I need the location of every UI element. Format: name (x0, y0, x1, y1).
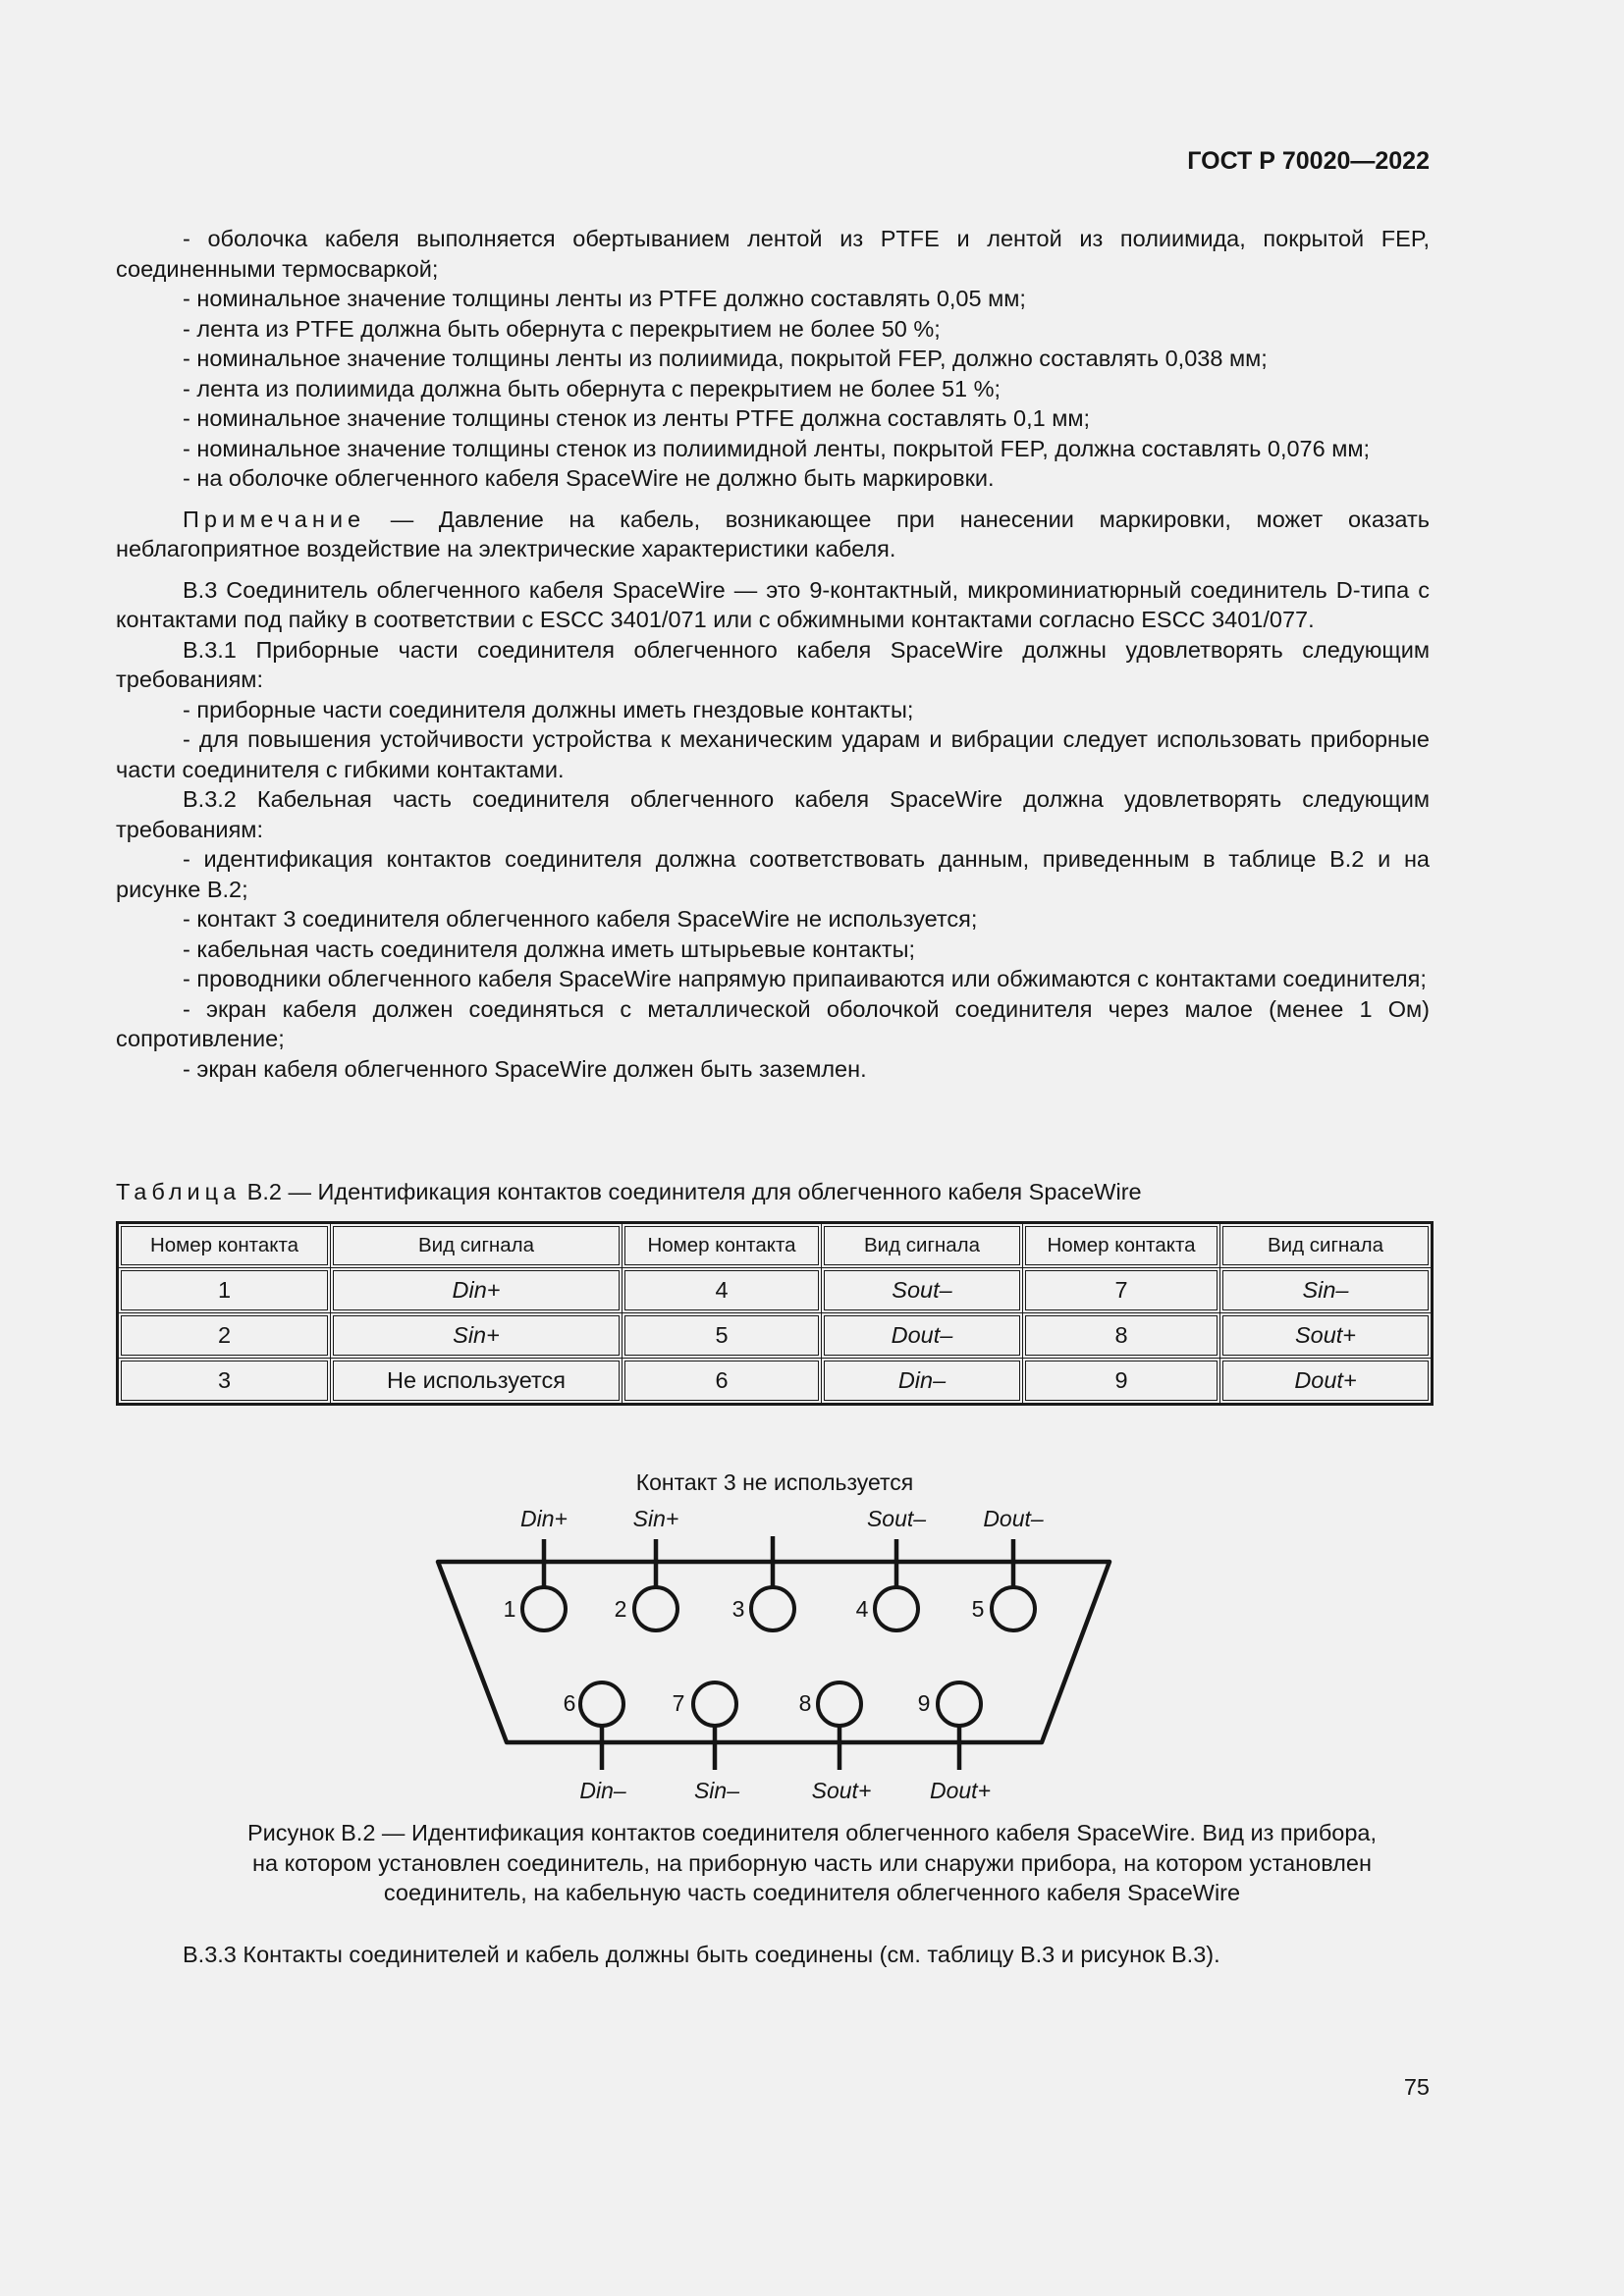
list-item: - приборные части соединителя должны иметь гнездовые контакты; (183, 696, 914, 722)
list-item: - лента из полиимида должна быть обернута с перекрытием не более 51 %; (183, 375, 1001, 401)
table-header-cell: Вид сигнала (822, 1223, 1023, 1268)
signal-label: Dout+ (929, 1778, 992, 1803)
figure-caption (157, 1818, 1467, 1908)
list-item: - на оболочке облегченного кабеля SpaceWire не должно быть маркировки. (183, 465, 995, 491)
table-cell: 8 (1023, 1313, 1220, 1359)
table-header-cell: Номер контакта (623, 1223, 822, 1268)
table-header-cell: Номер контакта (1023, 1223, 1220, 1268)
table-cell: 1 (118, 1268, 331, 1313)
list-item: - номинальное значение толщины стенок из ленты PTFE должна составлять 0,1 мм; (183, 405, 1091, 431)
pin-number: 2 (614, 1596, 627, 1622)
body-text (116, 224, 1430, 1084)
table-cell: 3 (118, 1359, 331, 1405)
table-cell: Sout+ (1220, 1313, 1433, 1359)
pin-number: 4 (855, 1596, 869, 1622)
table-row (118, 1268, 1433, 1313)
pin-1 (522, 1587, 566, 1630)
signal-label: Sout+ (811, 1778, 872, 1803)
figure-title: Контакт 3 не используется (635, 1469, 914, 1495)
list-item: - номинальное значение толщины ленты из PTFE должно составлять 0,05 мм; (183, 286, 1026, 311)
pin-leads (544, 1536, 1013, 1770)
signal-label: Din– (579, 1778, 626, 1803)
list-item: - номинальное значение толщины стенок из полиимидной ленты, покрытой FEP, должна составлять 0,076 мм; (183, 435, 1371, 461)
table-cell: Din– (822, 1359, 1023, 1405)
table-header-cell: Номер контакта (118, 1223, 331, 1268)
list-item: - контакт 3 соединителя облегченного кабеля SpaceWire не используется; (183, 906, 978, 932)
table-caption (116, 1179, 1142, 1205)
pin-number: 1 (503, 1596, 516, 1622)
table-cell: Не используется (331, 1359, 623, 1405)
pin-number: 8 (798, 1690, 812, 1716)
signal-label: Dout– (983, 1506, 1044, 1531)
figure-caption-line: Рисунок В.2 — Идентификация контактов соединителя облегченного кабеля SpaceWire. Вид из прибора, (246, 1820, 1378, 1845)
list-item: - лента из PTFE должна быть обернута с перекрытием не более 50 %; (183, 315, 941, 342)
pin-number: 6 (563, 1690, 576, 1716)
signal-label: Sin– (693, 1778, 740, 1803)
table-cell: Sin– (1220, 1268, 1433, 1313)
table-header-cell: Вид сигнала (1220, 1223, 1433, 1268)
table-cell: Sin+ (331, 1313, 623, 1359)
list-item: - номинальное значение толщины ленты из полиимида, покрытой FEP, должно составлять 0,038 мм; (183, 346, 1268, 371)
figure-caption-line: на котором установлен соединитель, на приборную часть или снаружи прибора, на котором установлен (252, 1849, 1372, 1876)
pin-number: 9 (917, 1690, 931, 1716)
pin-9 (938, 1682, 981, 1726)
table-caption-label: Таблица (116, 1179, 242, 1204)
table-cell: 4 (623, 1268, 822, 1313)
table-header-row (118, 1223, 1433, 1268)
list-item: - экран кабеля должен соединяться с металлической оболочкой соединителя через малое (менее 1 Ом) сопротивление; (116, 995, 1430, 1051)
pin-number: 3 (731, 1596, 745, 1622)
clause: В.3 Соединитель облегченного кабеля SpaceWire — это 9-контактный, микроминиатюрный соединитель D-типа с контактами под пайку в соответствии с ESCC 3401/071 или с обжимными контактами согласно ESCC 3401/077. (116, 576, 1430, 632)
pin-3 (751, 1587, 794, 1630)
table-cell: Sout– (822, 1268, 1023, 1313)
note-label: Примечание (183, 506, 366, 532)
table-cell: 5 (623, 1313, 822, 1359)
table-header-cell: Вид сигнала (331, 1223, 623, 1268)
pin-6 (580, 1682, 623, 1726)
list-item: - для повышения устойчивости устройства к механическим ударам и вибрации следует использовать приборные части соединителя с гибкими контактами. (116, 726, 1430, 782)
table-cell: Din+ (331, 1268, 623, 1313)
table-cell: 2 (118, 1313, 331, 1359)
pin-2 (634, 1587, 677, 1630)
list-item: - оболочка кабеля выполняется обертыванием лентой из PTFE и лентой из полиимида, покрытой FEP, соединенными термосваркой; (116, 226, 1430, 282)
list-item: - идентификация контактов соединителя должна соответствовать данным, приведенным в таблице В.2 и на рисунке В.2; (116, 846, 1430, 902)
list-item: - кабельная часть соединителя должна иметь штырьевые контакты; (183, 935, 916, 962)
page-number: 75 (1403, 2074, 1430, 2100)
signal-label: Sin+ (632, 1506, 679, 1531)
table-cell: 7 (1023, 1268, 1220, 1313)
table-row (118, 1359, 1433, 1405)
table-caption-text: В.2 — Идентификация контактов соединителя для облегченного кабеля SpaceWire (241, 1179, 1142, 1204)
pin-table (116, 1221, 1434, 1406)
pin-4 (875, 1587, 918, 1630)
list-item: - проводники облегченного кабеля SpaceWire напрямую припаиваются или обжимаются с контактами соединителя; (183, 966, 1427, 991)
table-row (118, 1313, 1433, 1359)
pin-7 (693, 1682, 736, 1726)
figure-caption-line: соединитель, на кабельную часть соединителя облегченного кабеля SpaceWire (383, 1880, 1241, 1905)
pin-8 (818, 1682, 861, 1726)
clause: В.3.3 Контакты соединителей и кабель должны быть соединены (см. таблицу В.3 и рисунок В.3). (183, 1942, 1220, 1967)
clause: В.3.2 Кабельная часть соединителя облегченного кабеля SpaceWire должна удовлетворять следующим требованиям: (116, 786, 1430, 842)
pin-number: 7 (672, 1690, 685, 1716)
table-cell: 9 (1023, 1359, 1220, 1405)
table-cell: Dout– (822, 1313, 1023, 1359)
signal-label: Sout– (866, 1506, 927, 1531)
signal-label: Din+ (520, 1506, 568, 1531)
connector-diagram (0, 1453, 1624, 1806)
document-code: ГОСТ Р 70020—2022 (1187, 147, 1430, 175)
clause: В.3.1 Приборные части соединителя облегченного кабеля SpaceWire должны удовлетворять следующим требованиям: (116, 636, 1430, 692)
pin-number: 5 (971, 1596, 985, 1622)
pin-5 (992, 1587, 1035, 1630)
table-cell: 6 (623, 1359, 822, 1405)
note-text: — Давление на кабель, возникающее при нанесении маркировки, может оказать неблагоприятное воздействие на электрические характеристики кабеля. (116, 506, 1430, 561)
note (116, 505, 1430, 564)
table-cell: Dout+ (1220, 1359, 1433, 1405)
list-item: - экран кабеля облегченного SpaceWire должен быть заземлен. (183, 1055, 867, 1082)
